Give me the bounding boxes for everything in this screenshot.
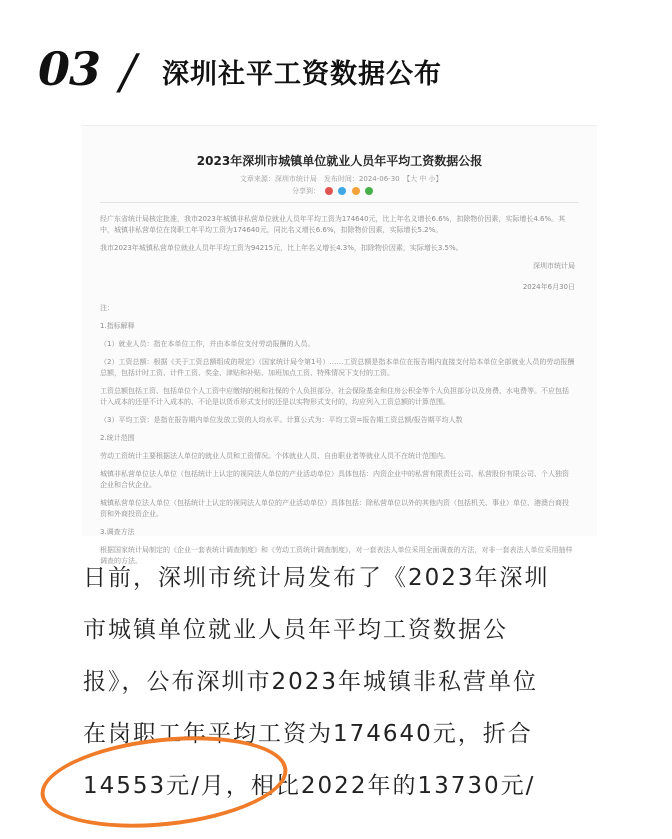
share-label: 分享到： xyxy=(292,187,320,195)
document-screenshot xyxy=(82,125,597,565)
share-weibo-icon[interactable] xyxy=(325,187,333,195)
article-line: 在岗职工年平均工资为174640元，折合 xyxy=(83,721,533,747)
document-note: 根据国家统计局制定的《企业一套表统计调查制度》和《劳动工资统计调查制度》，对一套表法人单位采用全面调查的方法，对非一套表法人单位采用抽样调查的方法。 xyxy=(100,546,573,565)
article-line: 市城镇单位就业人员年平均工资数据公 xyxy=(83,617,508,643)
share-bar xyxy=(292,186,373,196)
document-note: 城镇私营单位法人单位（包括统计上认定的视同法人单位的产业活动单位）具体包括：除私营单位以外的其他内资（包括机关、事业）单位、港澳台商投资和外商投资企业。 xyxy=(100,499,569,518)
document-note: 工资总额包括工资、包括单位个人工资中应缴纳的税和社保的个人负担部分，社会保险基金和住房公积金等个人负担部分以及房费、水电费等。不应包括计入成本的还是不计入成本的、不论是以货币形式支付的还是以实物形式支付的，均应列入工资总额的计算范围。 xyxy=(100,387,569,406)
document-signature: 深圳市统计局 xyxy=(533,262,575,270)
highlight-circle-annotation xyxy=(36,725,292,838)
section-number: 03 xyxy=(38,42,101,96)
share-qzone-icon[interactable] xyxy=(352,187,360,195)
share-wechat-icon[interactable] xyxy=(365,187,373,195)
document-divider xyxy=(100,202,579,203)
share-qq-icon[interactable] xyxy=(338,187,346,195)
document-title: 2023年深圳市城镇单位就业人员年平均工资数据公报 xyxy=(196,154,483,168)
document-note: （2）工资总额：根据《关于工资总额组成的规定》（国家统计局令第1号）……工资总额是指本单位在报告期内直接支付给本单位全部就业人员的劳动报酬总额，包括计时工资、计件工资、奖金、津贴和补贴、加班加点工资、特殊情况下支付的工资。 xyxy=(100,358,575,377)
document-note: 注： xyxy=(100,304,114,312)
document-note: 城镇非私营单位法人单位（包括统计上认定的视同法人单位的产业活动单位）具体包括：内资企业中的私营有限责任公司、私营股份有限公司、个人独资企业和合伙企业。 xyxy=(100,470,569,489)
document-note: 劳动工资统计主要根据法人单位的就业人员和工资情况。个体就业人员、自由职业者等就业人员不在统计范围内。 xyxy=(100,452,450,460)
article-line: 14553元/月，相比2022年的13730元/ xyxy=(83,773,536,799)
article-line: 日前，深圳市统计局发布了《2023年深圳 xyxy=(83,565,550,591)
document-meta: 文章来源：深圳市统计局 发布时间：2024-06-30 【大 中 小】 xyxy=(239,175,447,183)
document-paragraph: 我市2023年城镇私营单位就业人员年平均工资为94215元，比上年名义增长4.3%，扣除物价因素，实际增长3.5%。 xyxy=(100,244,463,252)
document-body xyxy=(100,214,575,574)
section-title: 深圳社平工资数据公布 xyxy=(162,59,442,90)
section-header xyxy=(28,42,648,102)
article-line: 报》，公布深圳市2023年城镇非私营单位 xyxy=(83,669,539,695)
document-note: 1.指标解释 xyxy=(100,322,135,330)
document-note: （3）平均工资：是指在报告期内单位发放工资的人均水平。计算公式为：平均工资=报告期工资总额/报告期平均人数 xyxy=(100,416,463,424)
document-paragraph: 经广东省统计局核定批准，我市2023年城镇非私营单位就业人员年平均工资为174640元，比上年名义增长6.6%，扣除物价因素，实际增长4.6%。其中，城镇非私营单位在岗职工年平均工资为174640元，同比名义增长6.6%，扣除物价因素，实际增长5.2%。 xyxy=(100,215,566,234)
document-note: 2.统计范围 xyxy=(100,434,135,442)
document-note: 3.调查方法 xyxy=(100,528,135,536)
document-note: （1）就业人员：指在本单位工作，并由本单位支付劳动报酬的人员。 xyxy=(100,340,315,348)
section-slash-decoration: / xyxy=(120,44,137,100)
document-date: 2024年6月30日 xyxy=(522,283,575,291)
